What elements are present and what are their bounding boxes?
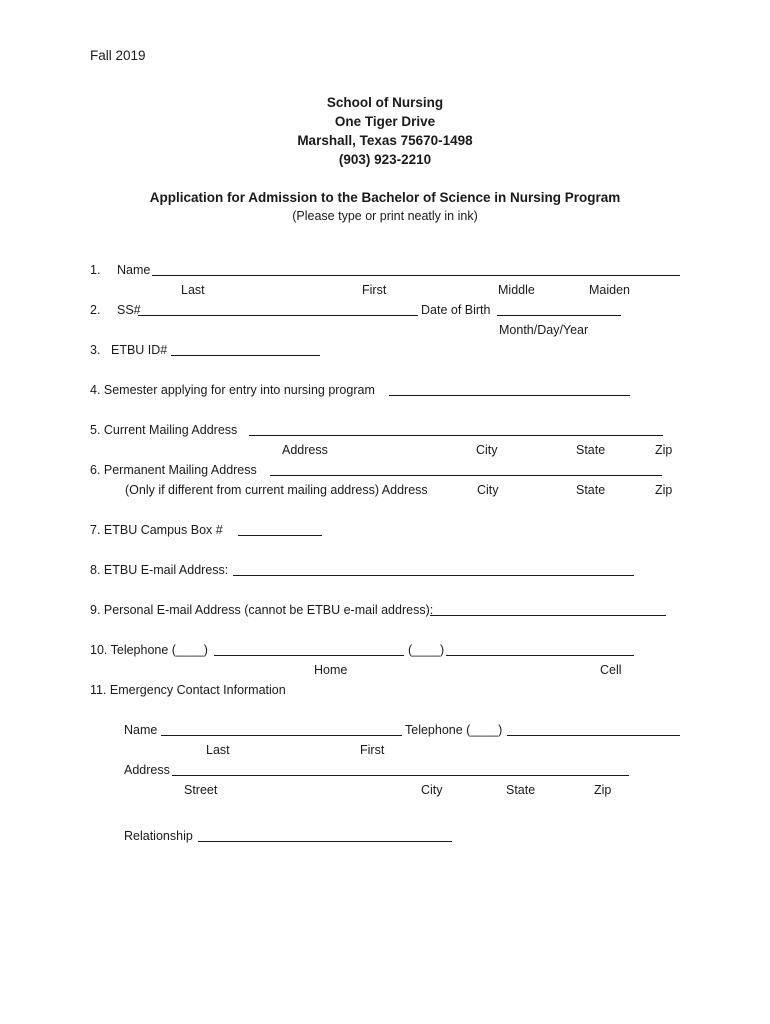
name-last-hint: Last [181,283,205,297]
emergency-street-hint: Street [184,783,218,797]
school-street: One Tiger Drive [334,114,436,129]
emergency-state-hint: State [506,783,536,797]
relationship-input-line[interactable] [198,841,452,842]
term-label: Fall 2019 [90,48,146,63]
dob-format-hint: Month/Day/Year [499,323,589,337]
dob-label: Date of Birth [421,303,491,317]
emergency-address-label: Address [124,763,170,777]
emergency-phone-input-line[interactable] [507,735,680,736]
cell-area-code: (____) [408,643,445,657]
emergency-city-hint: City [421,783,443,797]
cell-phone-hint: Cell [600,663,622,677]
current-city-hint: City [476,443,498,457]
cell-phone-input-line[interactable] [446,655,634,656]
permanent-zip-hint: Zip [655,483,673,497]
form-title: Application for Admission to the Bachelor of Science in Nursing Program [149,190,621,205]
current-address-label: 5. Current Mailing Address [90,423,238,437]
etbu-id-input-line[interactable] [171,355,320,356]
school-phone: (903) 923-2210 [338,152,432,167]
etbu-email-input-line[interactable] [233,575,634,576]
ssn-label: SS# [117,303,141,317]
telephone-label: 10. Telephone (____) [90,643,208,657]
personal-email-input-line[interactable] [430,615,666,616]
permanent-state-hint: State [576,483,606,497]
field-1-number: 1. [90,263,101,277]
permanent-address-note: (Only if different from current mailing address) Address [125,483,428,497]
emergency-first-hint: First [360,743,385,757]
current-address-hint: Address [282,443,328,457]
emergency-address-input-line[interactable] [172,775,629,776]
school-name: School of Nursing [326,95,444,110]
semester-label: 4. Semester applying for entry into nursing program [90,383,375,397]
permanent-address-label: 6. Permanent Mailing Address [90,463,257,477]
permanent-city-hint: City [477,483,499,497]
field-2-number: 2. [90,303,101,317]
ssn-input-line[interactable] [138,315,418,316]
school-city: Marshall, Texas 75670-1498 [297,133,473,148]
current-state-hint: State [576,443,606,457]
emergency-contact-heading: 11. Emergency Contact Information [90,683,286,697]
name-middle-hint: Middle [498,283,535,297]
emergency-name-input-line[interactable] [161,735,402,736]
name-first-hint: First [362,283,387,297]
emergency-zip-hint: Zip [594,783,612,797]
relationship-label: Relationship [124,829,193,843]
campus-box-label: 7. ETBU Campus Box # [90,523,223,537]
name-maiden-hint: Maiden [589,283,630,297]
personal-email-label: 9. Personal E-mail Address (cannot be ETBU e-mail address): [90,603,434,617]
etbu-email-label: 8. ETBU E-mail Address: [90,563,229,577]
emergency-last-hint: Last [206,743,230,757]
field-3-number: 3. [90,343,101,357]
name-input-line[interactable] [152,275,680,276]
emergency-phone-label: Telephone (____) [405,723,503,737]
name-label: Name [117,263,151,277]
campus-box-input-line[interactable] [238,535,322,536]
emergency-name-label: Name [124,723,158,737]
current-address-input-line[interactable] [249,435,663,436]
etbu-id-label: ETBU ID# [111,343,168,357]
form-subtitle: (Please type or print neatly in ink) [292,209,478,223]
current-zip-hint: Zip [655,443,673,457]
semester-input-line[interactable] [389,395,630,396]
home-phone-input-line[interactable] [214,655,404,656]
dob-input-line[interactable] [497,315,621,316]
home-phone-hint: Home [314,663,348,677]
permanent-address-input-line[interactable] [270,475,662,476]
